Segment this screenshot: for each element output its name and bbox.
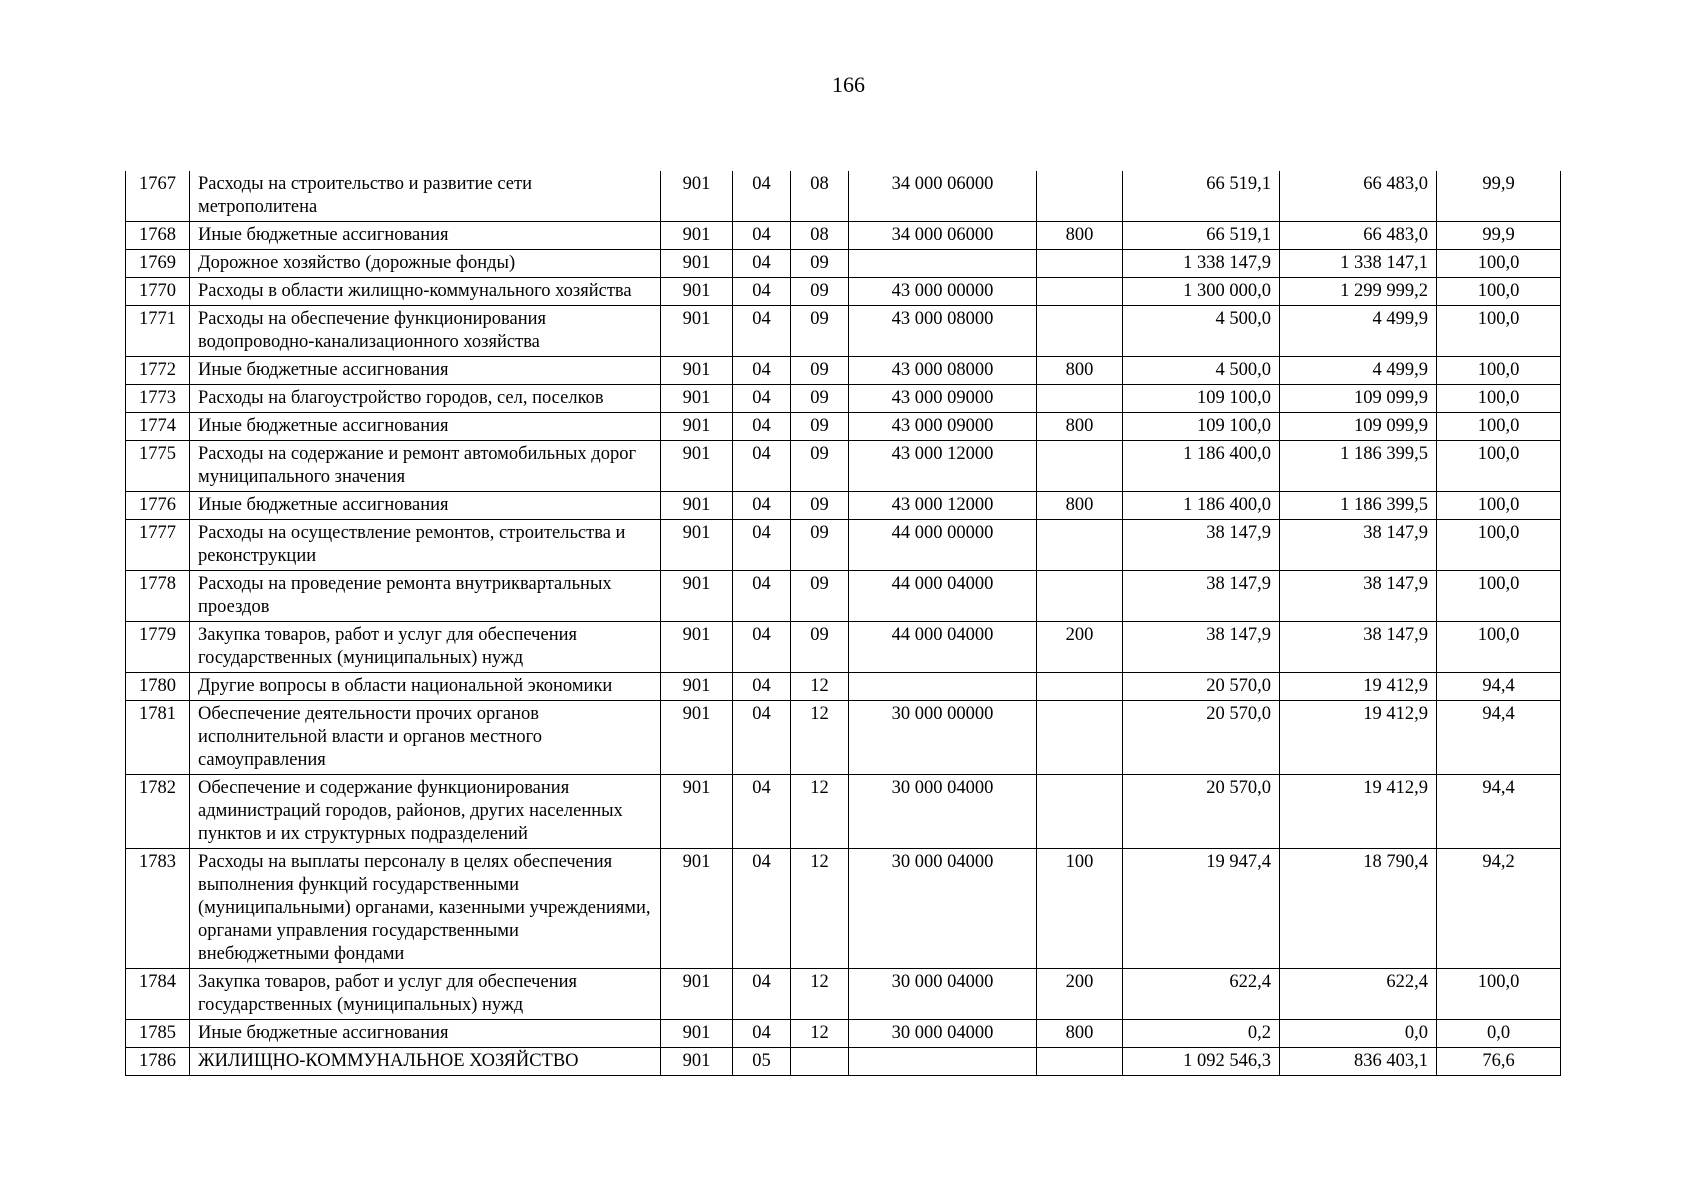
table-body — [126, 171, 1561, 1076]
table-row — [126, 357, 1561, 385]
expense-name-cell: Расходы на проведение ремонта внутриквартальных проездов — [190, 571, 661, 622]
table-row — [126, 520, 1561, 571]
percent-cell: 100,0 — [1437, 385, 1561, 413]
section-code-cell: 04 — [733, 171, 791, 222]
actual-amount-cell: 38 147,9 — [1280, 571, 1437, 622]
expense-type-cell — [1037, 171, 1123, 222]
table-row — [126, 849, 1561, 969]
expense-type-cell: 800 — [1037, 1020, 1123, 1048]
row-number-cell: 1768 — [126, 222, 190, 250]
row-number-cell: 1771 — [126, 306, 190, 357]
table-row — [126, 278, 1561, 306]
percent-cell: 100,0 — [1437, 520, 1561, 571]
row-number-cell: 1774 — [126, 413, 190, 441]
expense-type-cell: 200 — [1037, 969, 1123, 1020]
planned-amount-cell: 1 186 400,0 — [1123, 441, 1280, 492]
section-code-cell: 04 — [733, 250, 791, 278]
row-number-cell: 1780 — [126, 673, 190, 701]
target-article-cell — [849, 673, 1037, 701]
planned-amount-cell: 1 338 147,9 — [1123, 250, 1280, 278]
percent-cell: 100,0 — [1437, 306, 1561, 357]
row-number-cell: 1781 — [126, 701, 190, 775]
section-code-cell: 04 — [733, 278, 791, 306]
expense-name-cell: Расходы на благоустройство городов, сел, поселков — [190, 385, 661, 413]
subsection-code-cell: 09 — [791, 413, 849, 441]
subsection-code-cell: 08 — [791, 171, 849, 222]
planned-amount-cell: 20 570,0 — [1123, 701, 1280, 775]
planned-amount-cell: 38 147,9 — [1123, 622, 1280, 673]
percent-cell: 94,4 — [1437, 775, 1561, 849]
section-code-cell: 04 — [733, 622, 791, 673]
expense-name-cell: Иные бюджетные ассигнования — [190, 222, 661, 250]
percent-cell: 100,0 — [1437, 571, 1561, 622]
subsection-code-cell: 12 — [791, 969, 849, 1020]
percent-cell: 100,0 — [1437, 278, 1561, 306]
row-number-cell: 1778 — [126, 571, 190, 622]
section-code-cell: 04 — [733, 441, 791, 492]
grbs-code-cell: 901 — [661, 492, 733, 520]
expense-type-cell: 800 — [1037, 413, 1123, 441]
percent-cell: 99,9 — [1437, 171, 1561, 222]
section-code-cell: 04 — [733, 222, 791, 250]
row-number-cell: 1782 — [126, 775, 190, 849]
section-code-cell: 04 — [733, 385, 791, 413]
target-article-cell: 43 000 09000 — [849, 413, 1037, 441]
table-row — [126, 492, 1561, 520]
table-row — [126, 673, 1561, 701]
section-code-cell: 05 — [733, 1048, 791, 1076]
planned-amount-cell: 622,4 — [1123, 969, 1280, 1020]
page-number: 166 — [832, 72, 865, 97]
expense-name-cell: Закупка товаров, работ и услуг для обеспечения государственных (муниципальных) нужд — [190, 622, 661, 673]
planned-amount-cell: 109 100,0 — [1123, 385, 1280, 413]
actual-amount-cell: 109 099,9 — [1280, 385, 1437, 413]
grbs-code-cell: 901 — [661, 222, 733, 250]
percent-cell: 100,0 — [1437, 969, 1561, 1020]
planned-amount-cell: 1 300 000,0 — [1123, 278, 1280, 306]
row-number-cell: 1783 — [126, 849, 190, 969]
actual-amount-cell: 1 186 399,5 — [1280, 492, 1437, 520]
grbs-code-cell: 901 — [661, 571, 733, 622]
actual-amount-cell: 622,4 — [1280, 969, 1437, 1020]
percent-cell: 100,0 — [1437, 492, 1561, 520]
grbs-code-cell: 901 — [661, 849, 733, 969]
section-code-cell: 04 — [733, 520, 791, 571]
table-row — [126, 701, 1561, 775]
expense-name-cell: Другие вопросы в области национальной экономики — [190, 673, 661, 701]
row-number-cell: 1775 — [126, 441, 190, 492]
subsection-code-cell: 09 — [791, 520, 849, 571]
expense-type-cell — [1037, 1048, 1123, 1076]
actual-amount-cell: 4 499,9 — [1280, 306, 1437, 357]
actual-amount-cell: 19 412,9 — [1280, 673, 1437, 701]
target-article-cell — [849, 250, 1037, 278]
subsection-code-cell: 09 — [791, 492, 849, 520]
row-number-cell: 1779 — [126, 622, 190, 673]
expense-type-cell: 200 — [1037, 622, 1123, 673]
percent-cell: 100,0 — [1437, 357, 1561, 385]
grbs-code-cell: 901 — [661, 775, 733, 849]
expense-name-cell: Расходы на обеспечение функционирования водопроводно-канализационного хозяйства — [190, 306, 661, 357]
row-number-cell: 1776 — [126, 492, 190, 520]
expense-name-cell: Расходы на выплаты персоналу в целях обеспечения выполнения функций государственными (муниципальными) органами, казенными учреждениями, органами управления государственными внебюджетными фондами — [190, 849, 661, 969]
expense-type-cell — [1037, 571, 1123, 622]
expense-type-cell — [1037, 250, 1123, 278]
section-code-cell: 04 — [733, 357, 791, 385]
subsection-code-cell: 12 — [791, 1020, 849, 1048]
actual-amount-cell: 836 403,1 — [1280, 1048, 1437, 1076]
target-article-cell: 44 000 04000 — [849, 571, 1037, 622]
table-row — [126, 775, 1561, 849]
grbs-code-cell: 901 — [661, 1020, 733, 1048]
expense-name-cell: Расходы на осуществление ремонтов, строительства и реконструкции — [190, 520, 661, 571]
section-code-cell: 04 — [733, 306, 791, 357]
subsection-code-cell: 12 — [791, 849, 849, 969]
table-row — [126, 622, 1561, 673]
section-code-cell: 04 — [733, 775, 791, 849]
expense-name-cell: Иные бюджетные ассигнования — [190, 492, 661, 520]
subsection-code-cell: 09 — [791, 278, 849, 306]
expense-type-cell: 800 — [1037, 492, 1123, 520]
expense-type-cell — [1037, 775, 1123, 849]
target-article-cell: 44 000 04000 — [849, 622, 1037, 673]
percent-cell: 100,0 — [1437, 441, 1561, 492]
subsection-code-cell: 12 — [791, 701, 849, 775]
percent-cell: 99,9 — [1437, 222, 1561, 250]
target-article-cell: 43 000 09000 — [849, 385, 1037, 413]
grbs-code-cell: 901 — [661, 1048, 733, 1076]
subsection-code-cell: 12 — [791, 673, 849, 701]
subsection-code-cell: 09 — [791, 571, 849, 622]
planned-amount-cell: 20 570,0 — [1123, 775, 1280, 849]
section-code-cell: 04 — [733, 849, 791, 969]
target-article-cell: 43 000 12000 — [849, 441, 1037, 492]
actual-amount-cell: 38 147,9 — [1280, 520, 1437, 571]
expense-name-cell: Расходы на строительство и развитие сети метрополитена — [190, 171, 661, 222]
expense-name-cell: Обеспечение и содержание функционирования администраций городов, районов, других населенных пунктов и их структурных подразделений — [190, 775, 661, 849]
expense-name-cell: Дорожное хозяйство (дорожные фонды) — [190, 250, 661, 278]
grbs-code-cell: 901 — [661, 673, 733, 701]
grbs-code-cell: 901 — [661, 306, 733, 357]
planned-amount-cell: 1 092 546,3 — [1123, 1048, 1280, 1076]
table-row — [126, 306, 1561, 357]
planned-amount-cell: 66 519,1 — [1123, 222, 1280, 250]
target-article-cell: 30 000 04000 — [849, 1020, 1037, 1048]
planned-amount-cell: 66 519,1 — [1123, 171, 1280, 222]
section-code-cell: 04 — [733, 673, 791, 701]
planned-amount-cell: 4 500,0 — [1123, 306, 1280, 357]
row-number-cell: 1767 — [126, 171, 190, 222]
target-article-cell: 43 000 12000 — [849, 492, 1037, 520]
percent-cell: 100,0 — [1437, 250, 1561, 278]
grbs-code-cell: 901 — [661, 969, 733, 1020]
target-article-cell: 30 000 04000 — [849, 849, 1037, 969]
table-row — [126, 413, 1561, 441]
grbs-code-cell: 901 — [661, 520, 733, 571]
actual-amount-cell: 66 483,0 — [1280, 222, 1437, 250]
subsection-code-cell: 08 — [791, 222, 849, 250]
row-number-cell: 1769 — [126, 250, 190, 278]
section-code-cell: 04 — [733, 701, 791, 775]
percent-cell: 0,0 — [1437, 1020, 1561, 1048]
expense-type-cell: 800 — [1037, 222, 1123, 250]
percent-cell: 94,2 — [1437, 849, 1561, 969]
section-code-cell: 04 — [733, 969, 791, 1020]
row-number-cell: 1784 — [126, 969, 190, 1020]
table-row — [126, 571, 1561, 622]
row-number-cell: 1786 — [126, 1048, 190, 1076]
table-row — [126, 1048, 1561, 1076]
table-row — [126, 171, 1561, 222]
grbs-code-cell: 901 — [661, 278, 733, 306]
target-article-cell: 34 000 06000 — [849, 171, 1037, 222]
percent-cell: 94,4 — [1437, 701, 1561, 775]
grbs-code-cell: 901 — [661, 701, 733, 775]
actual-amount-cell: 1 186 399,5 — [1280, 441, 1437, 492]
target-article-cell: 44 000 00000 — [849, 520, 1037, 571]
expense-type-cell — [1037, 278, 1123, 306]
expense-name-cell: Иные бюджетные ассигнования — [190, 413, 661, 441]
percent-cell: 76,6 — [1437, 1048, 1561, 1076]
section-code-cell: 04 — [733, 413, 791, 441]
grbs-code-cell: 901 — [661, 250, 733, 278]
subsection-code-cell: 09 — [791, 250, 849, 278]
row-number-cell: 1770 — [126, 278, 190, 306]
target-article-cell: 43 000 08000 — [849, 357, 1037, 385]
expense-type-cell — [1037, 701, 1123, 775]
expense-name-cell: Закупка товаров, работ и услуг для обеспечения государственных (муниципальных) нужд — [190, 969, 661, 1020]
expense-type-cell — [1037, 385, 1123, 413]
row-number-cell: 1772 — [126, 357, 190, 385]
target-article-cell: 34 000 06000 — [849, 222, 1037, 250]
expense-name-cell: Обеспечение деятельности прочих органов исполнительной власти и органов местного самоуправления — [190, 701, 661, 775]
subsection-code-cell: 09 — [791, 306, 849, 357]
planned-amount-cell: 38 147,9 — [1123, 520, 1280, 571]
target-article-cell — [849, 1048, 1037, 1076]
table-row — [126, 222, 1561, 250]
grbs-code-cell: 901 — [661, 622, 733, 673]
table-row — [126, 250, 1561, 278]
percent-cell: 100,0 — [1437, 622, 1561, 673]
expense-name-cell: Иные бюджетные ассигнования — [190, 1020, 661, 1048]
expense-type-cell — [1037, 673, 1123, 701]
expense-name-cell: Расходы на содержание и ремонт автомобильных дорог муниципального значения — [190, 441, 661, 492]
expense-type-cell — [1037, 306, 1123, 357]
target-article-cell: 30 000 04000 — [849, 969, 1037, 1020]
expense-name-cell: ЖИЛИЩНО-КОММУНАЛЬНОЕ ХОЗЯЙСТВО — [190, 1048, 661, 1076]
table-row — [126, 969, 1561, 1020]
expense-type-cell: 800 — [1037, 357, 1123, 385]
expense-name-cell: Иные бюджетные ассигнования — [190, 357, 661, 385]
table-row — [126, 441, 1561, 492]
planned-amount-cell: 0,2 — [1123, 1020, 1280, 1048]
section-code-cell: 04 — [733, 1020, 791, 1048]
planned-amount-cell: 38 147,9 — [1123, 571, 1280, 622]
planned-amount-cell: 1 186 400,0 — [1123, 492, 1280, 520]
subsection-code-cell: 09 — [791, 622, 849, 673]
grbs-code-cell: 901 — [661, 357, 733, 385]
target-article-cell: 43 000 00000 — [849, 278, 1037, 306]
expense-type-cell — [1037, 520, 1123, 571]
grbs-code-cell: 901 — [661, 171, 733, 222]
actual-amount-cell: 66 483,0 — [1280, 171, 1437, 222]
row-number-cell: 1785 — [126, 1020, 190, 1048]
target-article-cell: 43 000 08000 — [849, 306, 1037, 357]
section-code-cell: 04 — [733, 492, 791, 520]
budget-table — [125, 171, 1561, 1076]
expense-type-cell: 100 — [1037, 849, 1123, 969]
subsection-code-cell — [791, 1048, 849, 1076]
target-article-cell: 30 000 00000 — [849, 701, 1037, 775]
percent-cell: 94,4 — [1437, 673, 1561, 701]
actual-amount-cell: 1 338 147,1 — [1280, 250, 1437, 278]
grbs-code-cell: 901 — [661, 413, 733, 441]
actual-amount-cell: 0,0 — [1280, 1020, 1437, 1048]
planned-amount-cell: 109 100,0 — [1123, 413, 1280, 441]
planned-amount-cell: 20 570,0 — [1123, 673, 1280, 701]
row-number-cell: 1777 — [126, 520, 190, 571]
table-row — [126, 385, 1561, 413]
subsection-code-cell: 09 — [791, 385, 849, 413]
actual-amount-cell: 4 499,9 — [1280, 357, 1437, 385]
grbs-code-cell: 901 — [661, 385, 733, 413]
grbs-code-cell: 901 — [661, 441, 733, 492]
actual-amount-cell: 38 147,9 — [1280, 622, 1437, 673]
actual-amount-cell: 19 412,9 — [1280, 775, 1437, 849]
section-code-cell: 04 — [733, 571, 791, 622]
subsection-code-cell: 09 — [791, 441, 849, 492]
actual-amount-cell: 18 790,4 — [1280, 849, 1437, 969]
actual-amount-cell: 109 099,9 — [1280, 413, 1437, 441]
expense-type-cell — [1037, 441, 1123, 492]
planned-amount-cell: 4 500,0 — [1123, 357, 1280, 385]
table-row — [126, 1020, 1561, 1048]
actual-amount-cell: 1 299 999,2 — [1280, 278, 1437, 306]
target-article-cell: 30 000 04000 — [849, 775, 1037, 849]
percent-cell: 100,0 — [1437, 413, 1561, 441]
planned-amount-cell: 19 947,4 — [1123, 849, 1280, 969]
subsection-code-cell: 12 — [791, 775, 849, 849]
expense-name-cell: Расходы в области жилищно-коммунального хозяйства — [190, 278, 661, 306]
row-number-cell: 1773 — [126, 385, 190, 413]
subsection-code-cell: 09 — [791, 357, 849, 385]
actual-amount-cell: 19 412,9 — [1280, 701, 1437, 775]
